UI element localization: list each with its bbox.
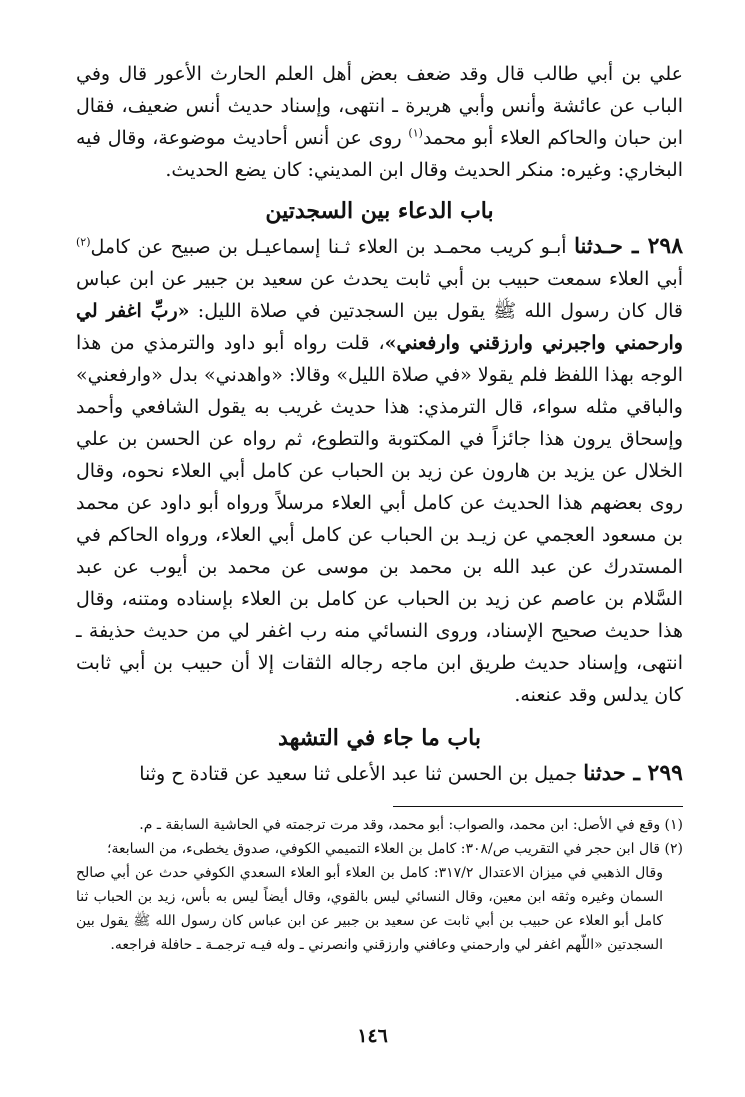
main-text: [76, 58, 683, 790]
intro-text-2: روى عن أنس أحاديث موضوعة، وقال فيه البخاري: وغيره: منكر الحديث وقال ابن المديني: كان يضع الحديث.: [76, 127, 683, 181]
hadith-298-text-2: أبي العلاء سمعت حبيب بن أبي ثابت يحدث عن سعيد بن جبير عن ابن عباس قال كان رسول الله ﷺ يقول بين السجدتين في صلاة الليل:: [76, 268, 683, 322]
haddathana-299: حدثنا: [583, 760, 626, 785]
footnote-2: [76, 837, 683, 861]
footnote-2-text: قال ابن حجر في التقريب ص/٣٠٨: كامل بن العلاء التميمي الكوفي، صدوق يخطىء، من السابعة؛: [107, 841, 665, 857]
footnote-divider: [393, 806, 683, 807]
hadith-299-text: جميل بن الحسن ثنا عبد الأعلى ثنا سعيد عن قتادة ح وثنا: [139, 763, 584, 785]
hadith-298-text-3: ، قلت رواه أبو داود والترمذي من هذا الوجه بهذا اللفظ فلم يقولا «في صلاة الليل» وقالا: «واهدني» بدل «وارفعني» والباقي مثله سواء، قال الترمذي: هذا حديث غريب به يقول الشافعي وأحمد وإسحاق يرون هذا جائزاً في المكتوبة والتطوع، ثم رواه عن الحسن بن علي الخلال عن يزيد بن هارون عن زيد بن الحباب عن كامل أبي العلاء نحوه، وقال روى بعضهم هذا الحديث عن كامل أبي العلاء مرسلاً ورواه أبو داود عن محمد بن مسعود العجمي عن زيـد بن الحباب عن كامل أبي العلاء، ورواه الحاكم في المستدرك عن عبد الله بن محمد بن موسى عن محمد بن أيوب عن عبد السَّلام بن عاصم عن زيد بن الحباب عن كامل بن العلاء بإسناده ومتنه، وقال هذا حديث صحيح الإسناد، وروى النسائي منه رب اغفر لي من حديث حذيفة ـ انتهى، وإسناد حديث طريق ابن ماجه رجاله الثقات إلا أن حبيب بن أبي ثابت كان يدلس وقد عنعنه.: [76, 332, 683, 706]
page-number: ١٤٦: [357, 1025, 388, 1047]
footnote-ref-2: (٢): [76, 235, 91, 249]
footnote-1-text: وقع في الأصل: ابن محمد، والصواب: أبو محمد، وقد مرت ترجمته في الحاشية السابقة ـ م.: [139, 817, 665, 833]
chapter-heading-tashahhud: باب ما جاء في التشهد: [278, 725, 481, 751]
hadith-298-paragraph: [76, 230, 683, 711]
intro-paragraph: [76, 58, 683, 186]
hadith-298-text-1: أبـو كريب محمـد بن العلاء ثـنا إسماعيـل بن صبيح عن كامل: [90, 236, 575, 258]
haddathana-298: حـدثنا: [574, 233, 623, 258]
hadith-299-paragraph: [76, 757, 683, 790]
footnote-ref-1: (١): [408, 126, 423, 140]
hadith-number-298: ٢٩٨: [647, 233, 684, 259]
footnote-1-marker: (١): [664, 817, 683, 833]
footnote-2-marker: (٢): [664, 841, 683, 857]
footnote-1: [76, 813, 683, 837]
hadith-dash-299: ـ: [625, 760, 648, 786]
intro-text: علي بن أبي طالب قال وقد ضعف بعض أهل العلم الحارث الأعور قال وفي الباب عن عائشة وأنس وأبي هريرة ـ انتهى، وإسناد حديث أنس ضعيف، فقال ابن حبان والحاكم العلاء أبو محمد: [76, 63, 683, 149]
footnote-2-continuation: وقال الذهبي في ميزان الاعتدال ٣١٧/٢: كامل بن العلاء أبو العلاء السعدي الكوفي حدث عن أبي صالح السمان وغيره وثقه ابن معين، وقال النسائي ليس بالقوي، وقال أيضاً ليس به بأس، زيد بن الحباب ثنا كامل أبو العلاء عن حبيب بن أبي ثابت عن سعيد بن جبير عن ابن عباس كان رسول الله ﷺ يقول بين السجدتين «اللّهم اغفر لي وارحمني وعافني وارزقني وانصرني ـ وله فيـه ترجمـة ـ حافلة فراجعه.: [76, 865, 663, 953]
hadith-dash: ـ: [622, 233, 648, 259]
dua-text: «ربِّ اغفر لي وارحمني واجبرني وارزقني وارفعني»: [76, 300, 683, 354]
chapter-heading-dua: باب الدعاء بين السجدتين: [265, 198, 494, 224]
hadith-number-299: ٢٩٩: [647, 760, 683, 786]
footnotes: [76, 806, 683, 957]
